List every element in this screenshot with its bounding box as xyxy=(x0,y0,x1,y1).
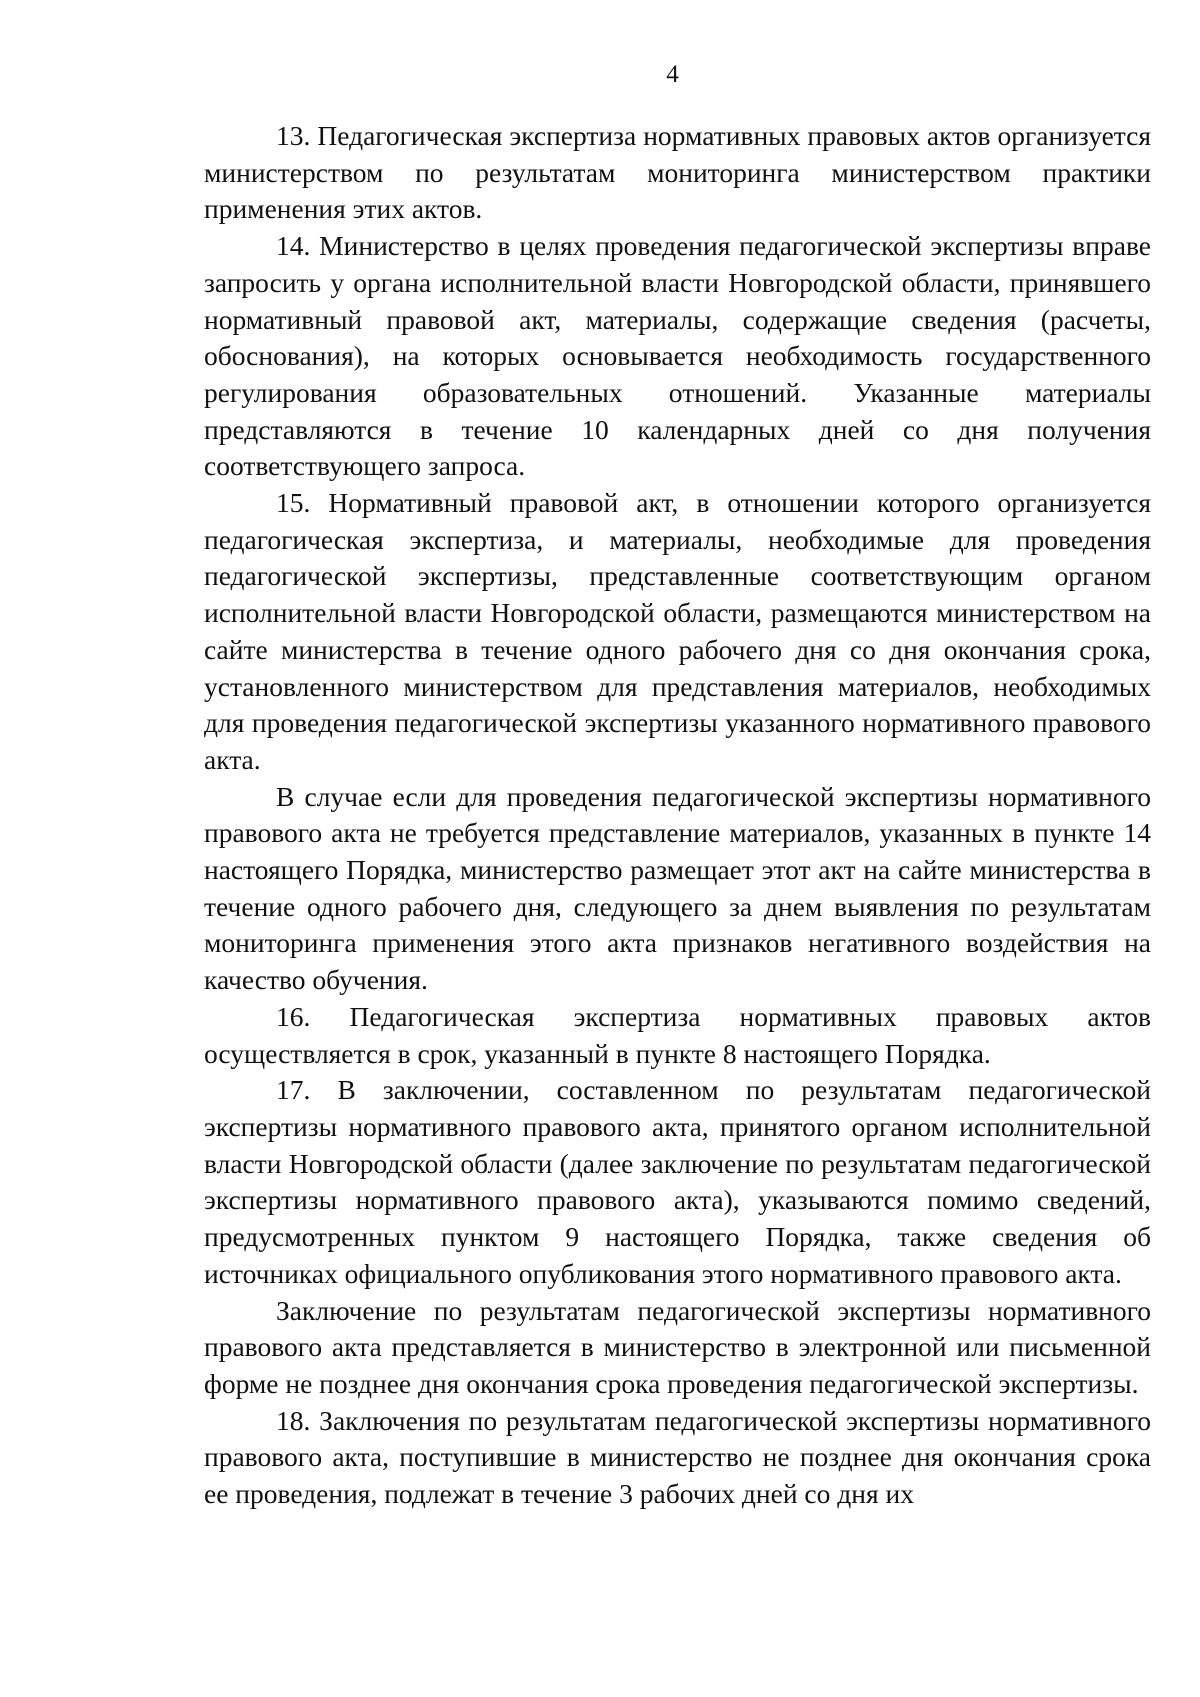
paragraph-15-continuation: В случае если для проведения педагогической экспертизы нормативного правового акта не требуется представление материалов, указанных в пункте 14 настоящего Порядка, министерство размещает этот акт на сайте министерства в течение одного рабочего дня, следующего за днем выявления по результатам мониторинга применения этого акта признаков негативного воздействия на качество обучения. xyxy=(204,780,1151,996)
paragraph-15: 15. Нормативный правовой акт, в отношении которого организуется педагогическая экспертиза, и материалы, необходимые для проведения педагогической экспертизы, представленные соответствующим органом исполнительной власти Новгородской области, размещаются министерством на сайте министерства в течение одного рабочего дня со дня окончания срока, установленного министерством для представления материалов, необходимых для проведения педагогической экспертизы указанного нормативного правового акта. xyxy=(204,487,1151,775)
page-number: 4 xyxy=(666,61,679,88)
paragraph-14: 14. Министерство в целях проведения педагогической экспертизы вправе запросить у органа исполнительной власти Новгородской области, принявшего нормативный правовой акт, материалы, содержащие сведения (расчеты, обоснования), на которых основывается необходимость государственного регулирования образовательных отношений. Указанные материалы представляются в течение 10 календарных дней со дня получения соответствующего запроса. xyxy=(204,230,1151,482)
paragraph-18: 18. Заключения по результатам педагогической экспертизы нормативного правового акта, поступившие в министерство не позднее дня окончания срока ее проведения, подлежат в течение 3 рабочих дней со дня их xyxy=(204,1404,1151,1510)
document-body xyxy=(204,118,1151,1513)
paragraph-17: 17. В заключении, составленном по результатам педагогической экспертизы нормативного правового акта, принятого органом исполнительной власти Новгородской области (далее заключение по результатам педагогической экспертизы нормативного правового акта), указываются помимо сведений, предусмотренных пунктом 9 настоящего Порядка, также сведения об источниках официального опубликования этого нормативного правового акта. xyxy=(204,1074,1151,1289)
paragraph-17-continuation: Заключение по результатам педагогической экспертизы нормативного правового акта представляется в министерство в электронной или письменной форме не позднее дня окончания срока проведения педагогической экспертизы. xyxy=(204,1294,1151,1399)
paragraph-13: 13. Педагогическая экспертиза нормативных правовых актов организуется министерством по результатам мониторинга министерством практики применения этих актов. xyxy=(204,120,1151,225)
paragraph-16: 16. Педагогическая экспертиза нормативных правовых актов осуществляется в срок, указанный в пункте 8 настоящего Порядка. xyxy=(204,1000,1151,1069)
